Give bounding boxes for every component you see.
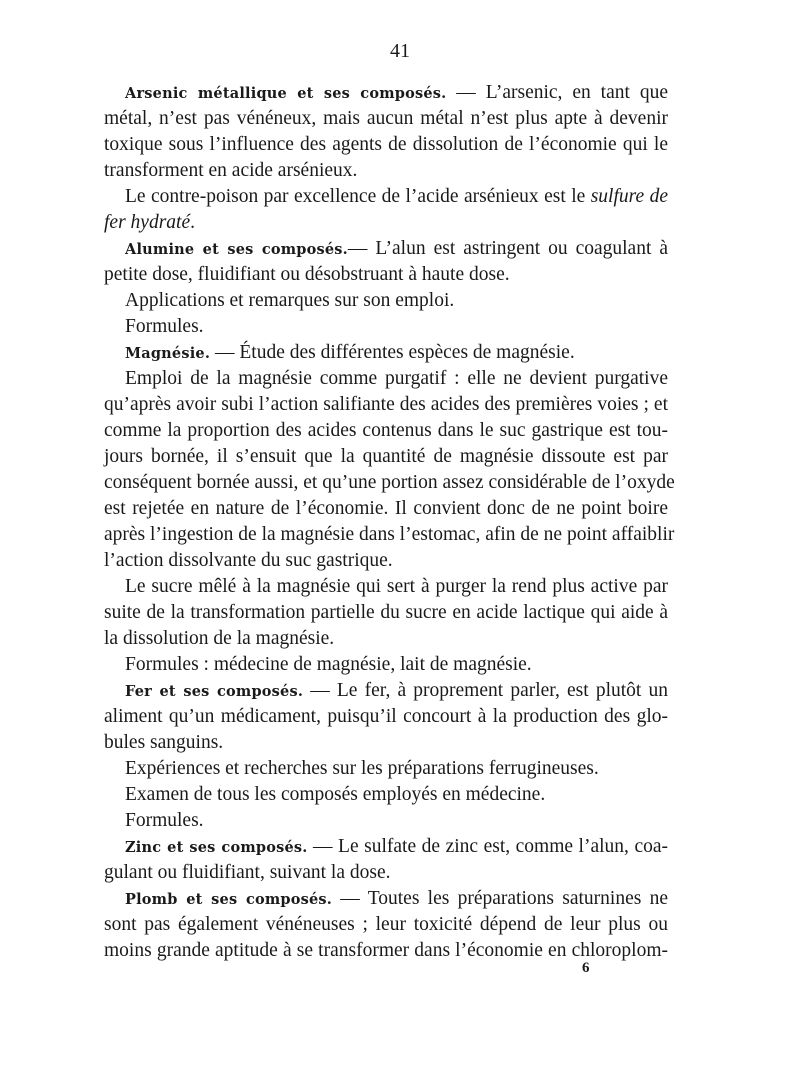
- page-number: 41: [390, 40, 410, 62]
- text-line: jours bornée, il s’ensuit que la quantité de magnésie dissoute est par: [104, 446, 668, 467]
- text-line: est rejetée en nature de l’économie. Il convient donc de ne point boire: [104, 498, 668, 519]
- section-heading: Alumine et ses composés.: [125, 241, 348, 258]
- text-line: conséquent bornée aussi, et qu’une portion assez considérable de l’oxyde: [104, 472, 675, 493]
- text-line: métal, n’est pas vénéneux, mais aucun métal n’est plus apte à devenir: [104, 108, 668, 129]
- text-line: Arsenic métallique et ses composés. — L’arsenic, en tant que: [125, 82, 668, 103]
- section-heading: Magnésie.: [125, 345, 211, 362]
- text-line: Zinc et ses composés. — Le sulfate de zinc est, comme l’alun, coa-: [125, 836, 668, 857]
- text-line: Expériences et recherches sur les préparations ferrugineuses.: [125, 758, 599, 779]
- text-line: la dissolution de la magnésie.: [104, 628, 335, 649]
- text-line: Formules.: [125, 316, 204, 337]
- text-line: Fer et ses composés. — Le fer, à proprement parler, est plutôt un: [125, 680, 668, 701]
- text-line: aliment qu’un médicament, puisqu’il concourt à la production des glo-: [104, 706, 668, 727]
- text-line: sont pas également vénéneuses ; leur toxicité dépend de leur plus ou: [104, 914, 668, 935]
- text-line: toxique sous l’influence des agents de dissolution de l’économie qui le: [104, 134, 668, 155]
- section-heading: Plomb et ses composés.: [125, 891, 333, 908]
- text-line: Applications et remarques sur son emploi.: [125, 290, 455, 311]
- text-line: petite dose, fluidifiant ou désobstruant à haute dose.: [104, 264, 510, 285]
- text-line: suite de la transformation partielle du sucre en acide lactique qui aide à: [104, 602, 668, 623]
- text-line: moins grande aptitude à se transformer dans l’économie en chloroplom-: [104, 940, 668, 961]
- text-line: Examen de tous les composés employés en médecine.: [125, 784, 546, 805]
- text-line: Le contre-poison par excellence de l’acide arsénieux est le sulfure de: [125, 186, 668, 207]
- text-line: Alumine et ses composés.— L’alun est astringent ou coagulant à: [125, 238, 669, 259]
- section-heading: Zinc et ses composés.: [125, 839, 308, 856]
- text-line: Plomb et ses composés. — Toutes les préparations saturnines ne: [125, 888, 668, 909]
- text-line: transforment en acide arsénieux.: [104, 160, 358, 181]
- text-line: gulant ou fluidifiant, suivant la dose.: [104, 862, 391, 883]
- section-heading: Fer et ses composés.: [125, 683, 304, 700]
- signature-mark: 6: [582, 960, 590, 976]
- text-line: Le sucre mêlé à la magnésie qui sert à purger la rend plus active par: [125, 576, 668, 597]
- text-line: Emploi de la magnésie comme purgatif : elle ne devient purgative: [125, 368, 668, 389]
- section-heading: Arsenic métallique et ses composés.: [125, 85, 447, 102]
- text-line: comme la proportion des acides contenus dans le suc gastrique est tou-: [104, 420, 668, 441]
- text-line: après l’ingestion de la magnésie dans l’estomac, afin de ne point affaiblir: [104, 524, 675, 545]
- text-line: Formules : médecine de magnésie, lait de magnésie.: [125, 654, 532, 675]
- text-line: Magnésie. — Étude des différentes espèces de magnésie.: [125, 342, 575, 363]
- text-line: l’action dissolvante du suc gastrique.: [104, 550, 393, 571]
- text-line: qu’après avoir subi l’action salifiante des acides des premières voies ; et: [104, 394, 668, 415]
- text-line: fer hydraté.: [104, 212, 195, 233]
- text-line: bules sanguins.: [104, 732, 224, 753]
- text-line: Formules.: [125, 810, 204, 831]
